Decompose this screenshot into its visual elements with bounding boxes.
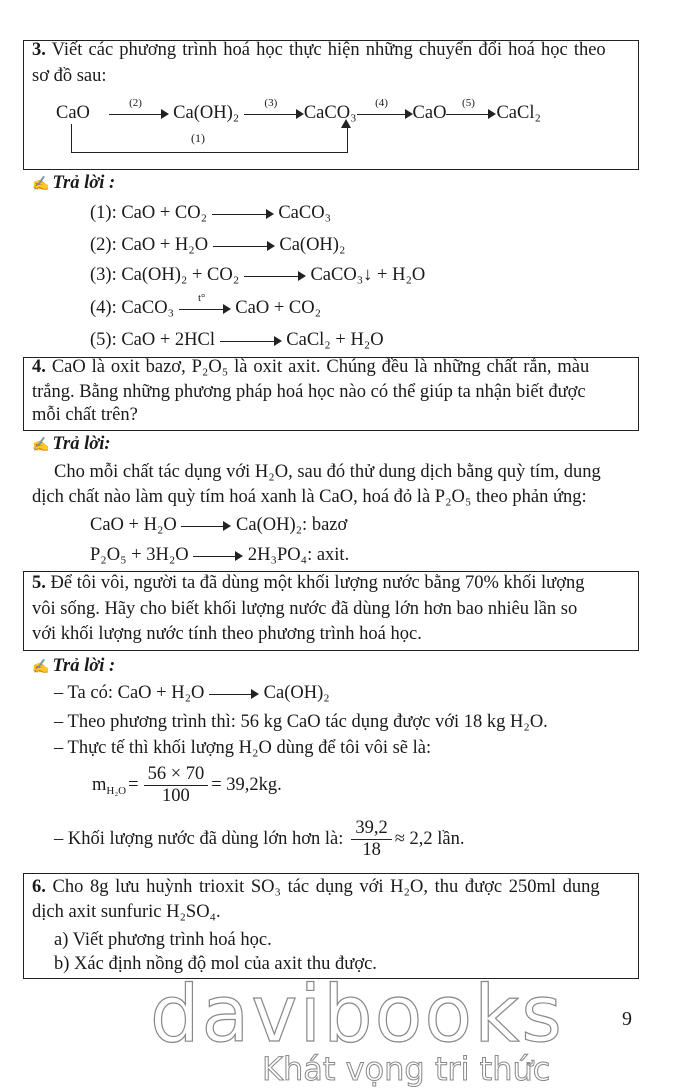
answer-5-eq: – Ta có: CaO + H₂O Ca(OH)₂ bbox=[54, 683, 330, 703]
answer-3-header: ✍ Trả lời : bbox=[32, 173, 116, 193]
branch-connector bbox=[71, 124, 348, 153]
answer-4-line2: dịch chất nào làm quỳ tím hoá xanh là CaO, hoá đỏ là P₂O₅ theo phản ứng: bbox=[32, 487, 587, 507]
answer-3-equation bbox=[90, 265, 425, 286]
species-cacl2: CaCl₂ bbox=[496, 103, 541, 123]
equation-rhs: CaCl₂ + H₂O bbox=[286, 330, 384, 350]
branch-arrowhead-icon bbox=[341, 119, 351, 128]
question-5-line1: 5. Để tôi vôi, người ta đã dùng một khối lượng nước bằng 70% khối lượng bbox=[32, 573, 585, 593]
answer-3-equation bbox=[90, 330, 384, 351]
species-cao: CaO bbox=[56, 103, 90, 123]
equation-lhs: (4): CaCO₃ bbox=[90, 298, 175, 318]
question-4-line1: 4. CaO là oxit bazơ, P₂O₅ là oxit axit. Chúng đều là những chất rắn, màu bbox=[32, 357, 590, 377]
species-caco3: CaCO₃ bbox=[303, 103, 357, 123]
equation-lhs: (3): Ca(OH)₂ + CO₂ bbox=[90, 265, 240, 285]
arrow-icon bbox=[212, 207, 274, 221]
conversion-diagram bbox=[56, 96, 541, 124]
watermark-logo: davibooks bbox=[150, 970, 564, 1060]
pen-icon: ✍ bbox=[32, 177, 50, 192]
question-6-part-b: b) Xác định nồng độ mol của axit thu được. bbox=[54, 954, 377, 974]
question-6-part-a: a) Viết phương trình hoá học. bbox=[54, 930, 272, 950]
pen-icon: ✍ bbox=[32, 660, 50, 675]
arrow-icon bbox=[209, 687, 259, 701]
question-4-line3: mỗi chất trên? bbox=[32, 405, 138, 425]
arrow-icon: (2) bbox=[109, 107, 169, 121]
arrow-icon: (5) bbox=[446, 107, 496, 121]
arrow-icon bbox=[213, 239, 275, 253]
question-3-line1 bbox=[32, 40, 606, 61]
arrow-icon bbox=[220, 334, 282, 348]
arrow-icon bbox=[181, 519, 231, 533]
answer-3-equation bbox=[90, 203, 331, 224]
question-number: 3. bbox=[32, 40, 46, 60]
answer-4-eq1: CaO + H₂O Ca(OH)₂: bazơ bbox=[90, 515, 348, 535]
question-3-line2: sơ đồ sau: bbox=[32, 66, 107, 86]
equation-rhs: Ca(OH)₂ bbox=[279, 235, 346, 255]
equation-rhs: CaO + CO₂ bbox=[235, 298, 322, 318]
species-cao-2: CaO bbox=[412, 103, 447, 123]
equation-rhs: CaCO₃↓ + H₂O bbox=[310, 265, 426, 285]
branch-label: (1) bbox=[191, 131, 205, 145]
species-caoh2: Ca(OH)₂ bbox=[173, 103, 240, 123]
answer-4-header: ✍ Trả lời: bbox=[32, 434, 111, 454]
question-5-line3: với khối lượng nước tính theo phương trình hoá học. bbox=[32, 624, 422, 644]
arrow-icon bbox=[244, 269, 306, 283]
pen-icon: ✍ bbox=[32, 438, 50, 453]
page-number: 9 bbox=[622, 1008, 632, 1030]
mass-calculation: m $_{H_2O}$ = $\frac{56 \times 70}{100}$ = 39,2kg. bbox=[92, 764, 282, 806]
arrow-icon: (3) bbox=[244, 107, 304, 121]
question-4-line2: trắng. Bằng những phương pháp hoá học nào có thể giúp ta nhận biết được bbox=[32, 382, 586, 402]
question-text: Viết các phương trình hoá học thực hiện những chuyển đổi hoá học theo bbox=[51, 40, 606, 60]
arrow-icon: t° bbox=[179, 302, 231, 316]
answer-3-equation bbox=[90, 291, 322, 319]
equation-lhs: (5): CaO + 2HCl bbox=[90, 330, 216, 350]
answer-5-line2: – Theo phương trình thì: 56 kg CaO tác dụng được với 18 kg H₂O. bbox=[54, 712, 548, 732]
question-6-line2: dịch axit sunfuric H₂SO₄. bbox=[32, 902, 221, 922]
arrow-icon bbox=[193, 549, 243, 563]
answer-3-equation bbox=[90, 235, 345, 256]
equation-rhs: CaCO₃ bbox=[278, 203, 332, 223]
equation-lhs: (2): CaO + H₂O bbox=[90, 235, 209, 255]
arrow-icon: (4) bbox=[357, 107, 413, 121]
answer-4-line1: Cho mỗi chất tác dụng với H₂O, sau đó thử dung dịch bằng quỳ tím, dung bbox=[54, 462, 601, 482]
equation-lhs: (1): CaO + CO₂ bbox=[90, 203, 208, 223]
answer-4-eq2: P₂O₅ + 3H₂O 2H₃PO₄: axit. bbox=[90, 545, 350, 565]
watermark-slogan: Khát vọng tri thức bbox=[262, 1050, 551, 1088]
question-5-line2: vôi sống. Hãy cho biết khối lượng nước đã dùng lớn hơn bao nhiêu lần so bbox=[32, 599, 578, 619]
question-6-line1: 6. Cho 8g lưu huỳnh trioxit SO₃ tác dụng với H₂O, thu được 250ml dung bbox=[32, 877, 600, 897]
answer-5-header: ✍ Trả lời : bbox=[32, 656, 116, 676]
ratio-calculation: – Khối lượng nước đã dùng lớn hơn là: $\frac{39,2}{18}$ ≈ 2,2 lần. bbox=[54, 818, 465, 860]
answer-5-line3: – Thực tế thì khối lượng H₂O dùng để tôi vôi sẽ là: bbox=[54, 738, 432, 758]
